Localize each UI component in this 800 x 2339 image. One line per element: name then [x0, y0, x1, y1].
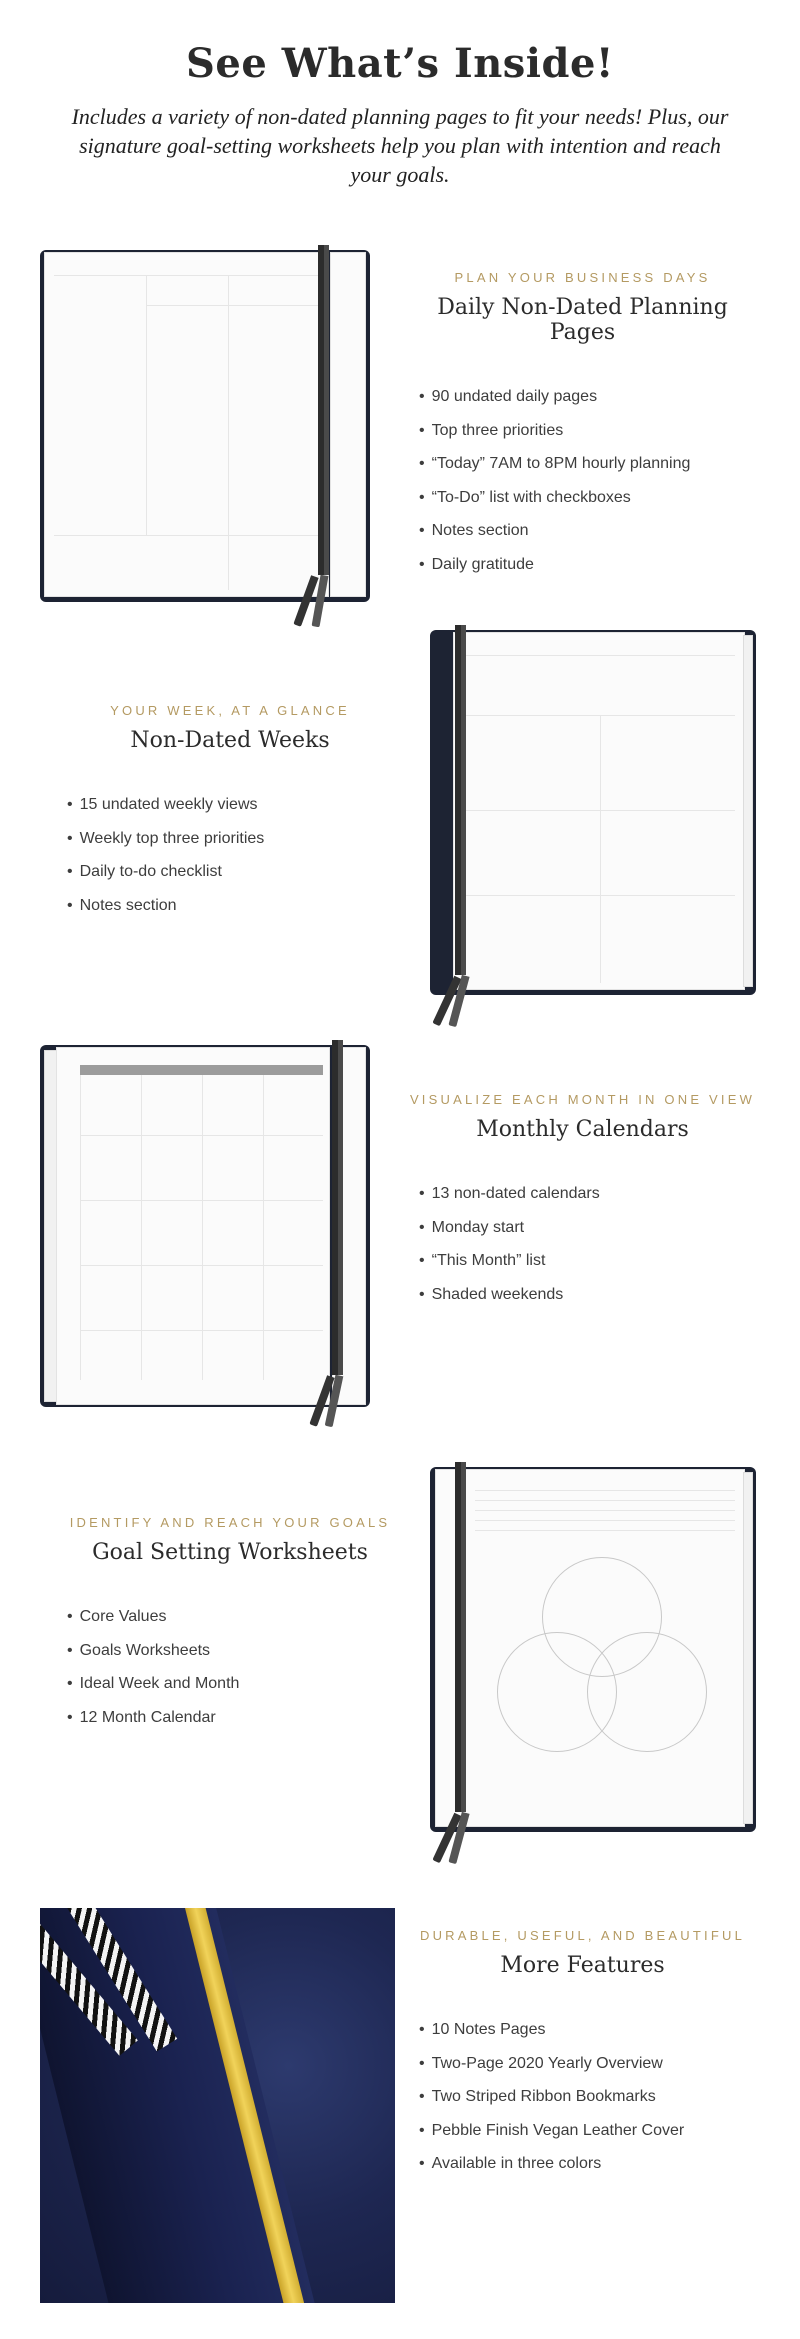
intro-text: Includes a variety of non-dated planning pages to fit your needs! Plus, our signature goal-setting worksheets help you plan with intention and reach your goals. — [71, 104, 729, 187]
list-item: • Notes section — [419, 521, 760, 555]
feature-list — [419, 387, 760, 588]
list-item: • 13 non-dated calendars — [419, 1184, 760, 1218]
section-eyebrow: IDENTIFY AND REACH YOUR GOALS — [69, 1515, 391, 1530]
list-item: • “To-Do” list with checkboxes — [419, 488, 760, 522]
list-item: • 10 Notes Pages — [419, 2020, 760, 2054]
section-goals — [50, 1515, 410, 1741]
list-item: • 15 undated weekly views — [67, 795, 410, 829]
section-eyebrow: DURABLE, USEFUL, AND BEAUTIFUL — [420, 1928, 745, 1943]
weekly-planner-image — [425, 625, 760, 1030]
feature-list — [419, 1184, 760, 1318]
section-monthly — [405, 1092, 760, 1318]
section-daily — [405, 270, 760, 588]
page-title: See What’s Inside! — [186, 40, 614, 87]
list-item: • Goals Worksheets — [67, 1641, 410, 1675]
list-item: • “This Month” list — [419, 1251, 760, 1285]
section-eyebrow: PLAN YOUR BUSINESS DAYS — [454, 270, 711, 285]
list-item: • Daily to-do checklist — [67, 862, 410, 896]
list-item: • Daily gratitude — [419, 555, 760, 589]
list-item: • Weekly top three priorities — [67, 829, 410, 863]
list-item: • Two-Page 2020 Yearly Overview — [419, 2054, 760, 2088]
section-more-features — [405, 1928, 760, 2188]
daily-planner-image — [40, 245, 370, 640]
section-heading: Non-Dated Weeks — [130, 728, 330, 753]
list-item: • Top three priorities — [419, 421, 760, 455]
list-item: • Available in three colors — [419, 2154, 760, 2188]
list-item: • “Today” 7AM to 8PM hourly planning — [419, 454, 760, 488]
feature-list — [67, 1607, 410, 1741]
list-item: • Monday start — [419, 1218, 760, 1252]
list-item: • 12 Month Calendar — [67, 1708, 410, 1742]
list-item: • Notes section — [67, 896, 410, 930]
section-heading: Daily Non-Dated Planning Pages — [437, 295, 728, 345]
list-item: • Pebble Finish Vegan Leather Cover — [419, 2121, 760, 2155]
section-eyebrow: YOUR WEEK, AT A GLANCE — [110, 703, 350, 718]
section-weekly — [50, 703, 410, 929]
section-heading: More Features — [500, 1953, 665, 1978]
monthly-calendar-image — [40, 1040, 370, 1445]
list-item: • 90 undated daily pages — [419, 387, 760, 421]
list-item: • Core Values — [67, 1607, 410, 1641]
leather-cover-photo — [40, 1908, 395, 2303]
feature-list — [419, 2020, 760, 2188]
section-eyebrow: VISUALIZE EACH MONTH IN ONE VIEW — [409, 1092, 756, 1107]
section-heading: Monthly Calendars — [476, 1117, 689, 1142]
section-heading: Goal Setting Worksheets — [92, 1540, 368, 1565]
list-item: • Two Striped Ribbon Bookmarks — [419, 2087, 760, 2121]
goal-worksheet-image — [425, 1462, 760, 1867]
list-item: • Shaded weekends — [419, 1285, 760, 1319]
feature-list — [67, 795, 410, 929]
list-item: • Ideal Week and Month — [67, 1674, 410, 1708]
